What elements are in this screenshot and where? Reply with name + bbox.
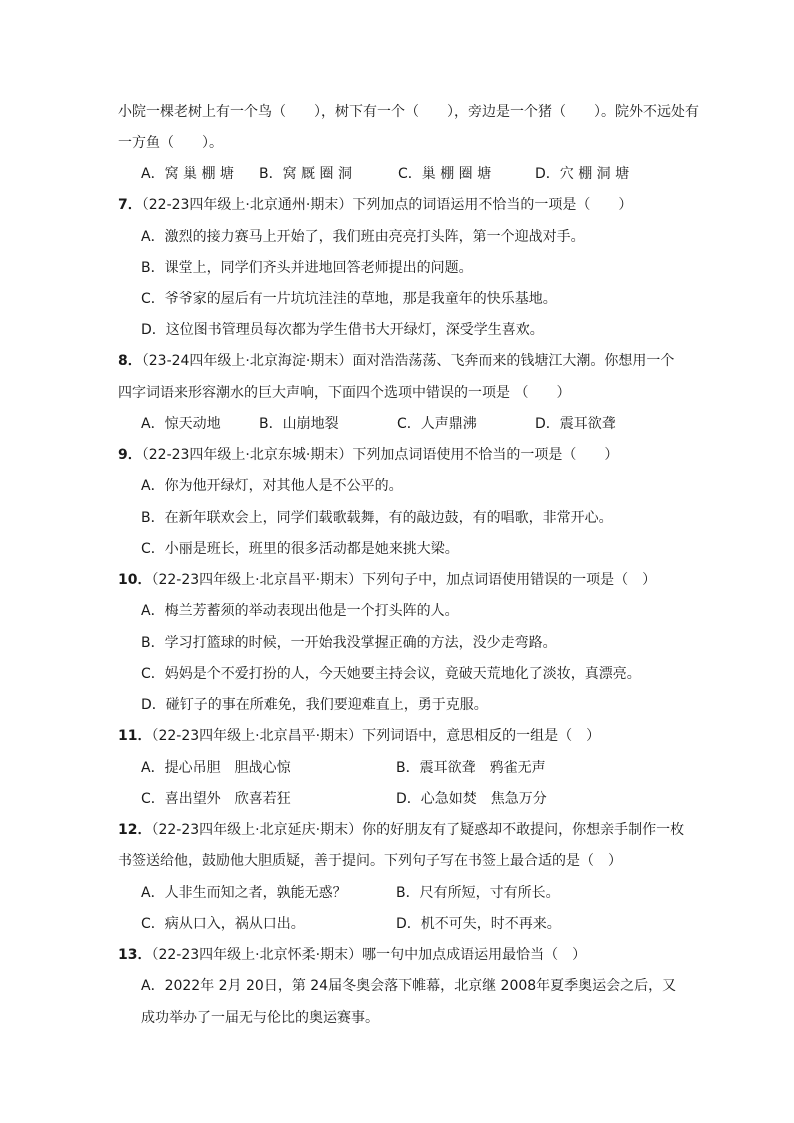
- question-number: 7．: [118, 197, 142, 213]
- q7-option-d[interactable]: D．这位图书管理员每次都为学生借书大开绿灯，深受学生喜欢。: [141, 322, 544, 338]
- q9-option-c[interactable]: C．小丽是班长，班里的很多活动都是她来挑大梁。: [141, 541, 459, 557]
- question-12: [118, 820, 684, 840]
- stem-line-1: 小院一棵老树上有一个鸟（ ），树下有一个（ ），旁边是一个猪（ ）。院外不远处有: [118, 104, 699, 120]
- option-c[interactable]: C．人声鼎沸: [397, 416, 477, 432]
- q9-option-a[interactable]: A．你为他开绿灯，对其他人是不公平的。: [141, 478, 403, 494]
- option-b[interactable]: B．窝 厩 圈 洞: [259, 166, 352, 182]
- option-b[interactable]: B．尺有所短，寸有所长。: [396, 885, 560, 901]
- q7-option-a[interactable]: A．激烈的接力赛马上开始了，我们班由亮亮打头阵，第一个迎战对手。: [141, 229, 585, 245]
- q7-option-b[interactable]: B．课堂上，同学们齐头并进地回答老师提出的问题。: [141, 260, 473, 276]
- question-text: （22-23四年级上·北京东城·期末）下列加点词语使用不恰当的一项是（ ）: [141, 447, 619, 463]
- question-12-cont: 书签送给他，鼓励他大胆质疑，善于提问。下列句子写在书签上最合适的是（ ）: [118, 853, 622, 869]
- question-text: （22-23四年级上·北京昌平·期末）下列词语中，意思相反的一组是（ ）: [151, 728, 601, 744]
- option-c[interactable]: C．喜出望外 欣喜若狂: [141, 791, 291, 807]
- question-number: 10．: [118, 572, 152, 588]
- question-number: 12．: [118, 822, 152, 838]
- question-text: （23-24四年级上·北京海淀·期末）面对浩浩荡荡、飞奔而来的钱塘江大潮。你想用一个: [141, 353, 675, 369]
- q9-option-b[interactable]: B．在新年联欢会上，同学们载歌载舞，有的敲边鼓，有的唱歌，非常开心。: [141, 510, 613, 526]
- question-9: [118, 445, 618, 465]
- option-d[interactable]: D．震耳欲聋: [535, 416, 616, 432]
- option-b[interactable]: B．山崩地裂: [259, 416, 339, 432]
- question-text: （22-23四年级上·北京怀柔·期末）哪一句中加点成语运用最恰当（ ）: [151, 947, 587, 963]
- stem-line-2: 一方鱼（ ）。: [118, 135, 223, 151]
- question-8: [118, 351, 674, 371]
- question-text: （22-23四年级上·北京延庆·期末）你的好朋友有了疑惑却不敢提问，你想亲手制作一枚: [151, 822, 685, 838]
- question-13: [118, 945, 586, 965]
- q13-option-a-cont: 成功举办了一届无与伦比的奥运赛事。: [141, 1010, 379, 1026]
- question-text: （22-23四年级上·北京通州·期末）下列加点的词语运用不恰当的一项是（ ）: [141, 197, 633, 213]
- question-11: [118, 726, 600, 746]
- option-c[interactable]: C．巢 棚 圈 塘: [398, 166, 492, 182]
- q10-option-c[interactable]: C．妈妈是个不爱打扮的人，今天她要主持会议，竟破天荒地化了淡妆，真漂亮。: [141, 666, 641, 682]
- option-c[interactable]: C．病从口入，祸从口出。: [141, 916, 305, 932]
- option-a[interactable]: A．窝 巢 棚 塘: [141, 166, 234, 182]
- option-a[interactable]: A．提心吊胆 胆战心惊: [141, 760, 291, 776]
- option-d[interactable]: D．心急如焚 焦急万分: [396, 791, 547, 807]
- q10-option-d[interactable]: D．碰钉子的事在所难免，我们要迎难直上，勇于克服。: [141, 697, 488, 713]
- q10-option-b[interactable]: B．学习打篮球的时候，一开始我没掌握正确的方法，没少走弯路。: [141, 635, 557, 651]
- question-text: （22-23四年级上·北京昌平·期末）下列句子中，加点词语使用错误的一项是（ ）: [151, 572, 657, 588]
- option-a[interactable]: A．惊天动地: [141, 416, 221, 432]
- option-b[interactable]: B．震耳欲聋 鸦雀无声: [396, 760, 546, 776]
- question-10: [118, 570, 656, 590]
- question-number: 11．: [118, 728, 152, 744]
- question-8-cont: 四字词语来形容潮水的巨大声响，下面四个选项中错误的一项是 （ ）: [118, 385, 571, 401]
- question-7: [118, 195, 632, 215]
- question-number: 9．: [118, 447, 142, 463]
- option-d[interactable]: D．机不可失，时不再来。: [396, 916, 561, 932]
- q10-option-a[interactable]: A．梅兰芳蓄须的举动表现出他是一个打头阵的人。: [141, 603, 459, 619]
- q13-option-a[interactable]: A．2022年 2月 20日，第 24届冬奥会落下帷幕，北京继 2008年夏季奥运会之后，又: [141, 978, 677, 994]
- q7-option-c[interactable]: C．爷爷家的屋后有一片坑坑洼洼的草地，那是我童年的快乐基地。: [141, 291, 557, 307]
- option-d[interactable]: D．穴 棚 洞 塘: [535, 166, 630, 182]
- question-number: 13．: [118, 947, 152, 963]
- question-number: 8．: [118, 353, 142, 369]
- option-a[interactable]: A．人非生而知之者，孰能无惑？: [141, 885, 347, 901]
